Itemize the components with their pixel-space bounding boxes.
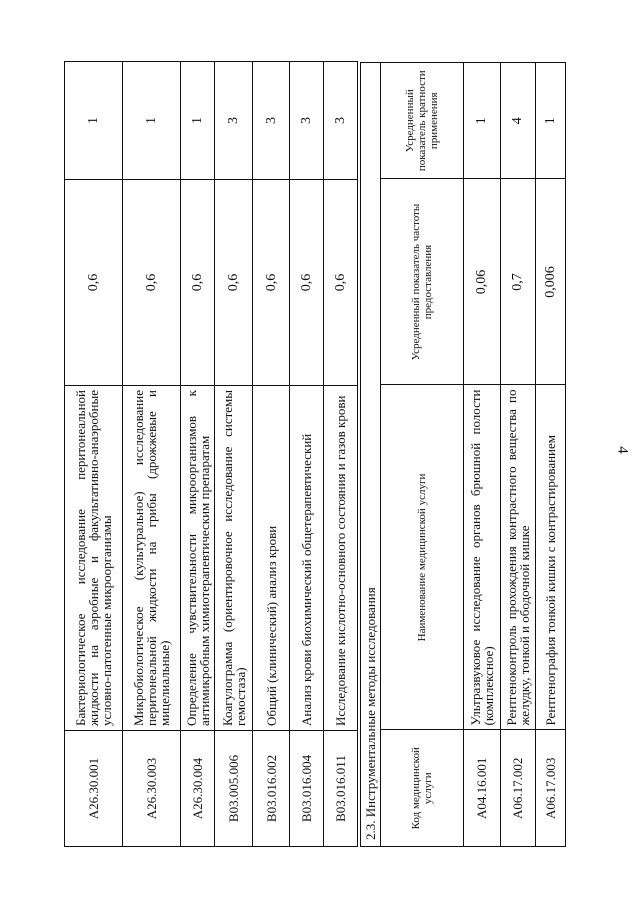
service-name: Бактериологическое исследование перитонеальной жидкости на аэробные и факультативно-анаэробные условно-патогенные микроорганизмы — [65, 386, 123, 731]
service-name: Исследование кислотно-основного состояния и газов крови — [324, 386, 358, 731]
service-code: B03.016.011 — [324, 731, 358, 847]
service-code: B03.016.004 — [290, 731, 324, 847]
multiplicity-value: 3 — [215, 62, 253, 180]
service-name: Ультразвуковое исследование органов брюшной полости (комплексное) — [463, 385, 500, 730]
multiplicity-value: 3 — [253, 62, 290, 180]
service-code: A26.30.003 — [123, 731, 181, 847]
multiplicity-value: 1 — [181, 62, 215, 180]
service-code: A04.16.001 — [463, 730, 500, 846]
frequency-value: 0,6 — [65, 180, 123, 386]
rotated-content — [64, 62, 602, 847]
service-name: Микробиологическое (культуральное) исследование перитонеальной жидкости на грибы (дрожжевые и мицелиальные) — [123, 386, 181, 731]
table-row — [65, 62, 123, 847]
service-name: Анализ крови биохимический общетерапевтический — [290, 386, 324, 731]
table-row — [181, 62, 215, 847]
multiplicity-value: 4 — [500, 63, 535, 179]
frequency-value: 0,6 — [123, 180, 181, 386]
table-row — [215, 62, 253, 847]
service-name: Рентгеноконтроль прохождения контрастного вещества по желудку, тонкой и ободочной кишке — [500, 385, 535, 730]
header-code: Код медицинской услуги — [381, 730, 463, 846]
frequency-value: 0,6 — [290, 180, 324, 386]
page-number: 4 — [614, 446, 631, 454]
multiplicity-value: 3 — [290, 62, 324, 180]
table-row — [253, 62, 290, 847]
table-row — [535, 63, 565, 846]
multiplicity-value: 3 — [324, 62, 358, 180]
table-row — [324, 62, 358, 847]
instrumental-methods-table — [381, 63, 565, 846]
header-multiplicity: Усредненный показатель кратности применения — [381, 63, 463, 179]
service-code: A26.30.004 — [181, 731, 215, 847]
multiplicity-value: 1 — [535, 63, 565, 179]
service-code: B03.005.006 — [215, 731, 253, 847]
service-name: Коагулограмма (ориентировочное исследование системы гемостаза) — [215, 386, 253, 731]
lab-methods-table — [64, 61, 358, 847]
table-header-row — [381, 63, 463, 846]
instrumental-methods-section — [360, 62, 566, 847]
multiplicity-value: 1 — [463, 63, 500, 179]
service-code: A06.17.003 — [535, 730, 565, 846]
frequency-value: 0,7 — [500, 179, 535, 385]
frequency-value: 0,06 — [463, 179, 500, 385]
frequency-value: 0,6 — [181, 180, 215, 386]
service-name: Определение чувствительности микроорганизмов к антимикробным химиотерапевтическим препаратам — [181, 386, 215, 731]
table-row — [500, 63, 535, 846]
service-code: A26.30.001 — [65, 731, 123, 847]
multiplicity-value: 1 — [65, 62, 123, 180]
table-row — [123, 62, 181, 847]
table-row — [463, 63, 500, 846]
header-name: Наименование медицинской услуги — [381, 385, 463, 730]
frequency-value: 0,006 — [535, 179, 565, 385]
frequency-value: 0,6 — [324, 180, 358, 386]
table-row — [290, 62, 324, 847]
service-name: Рентгенография тонкой кишки с контрастированием — [535, 385, 565, 730]
multiplicity-value: 1 — [123, 62, 181, 180]
service-name: Общий (клинический) анализ крови — [253, 386, 290, 731]
frequency-value: 0,6 — [253, 180, 290, 386]
service-code: B03.016.002 — [253, 731, 290, 847]
header-frequency: Усредненный показатель частоты предоставления — [381, 179, 463, 385]
service-code: A06.17.002 — [500, 730, 535, 846]
section-title: 2.3. Инструментальные методы исследования — [361, 63, 381, 846]
frequency-value: 0,6 — [215, 180, 253, 386]
